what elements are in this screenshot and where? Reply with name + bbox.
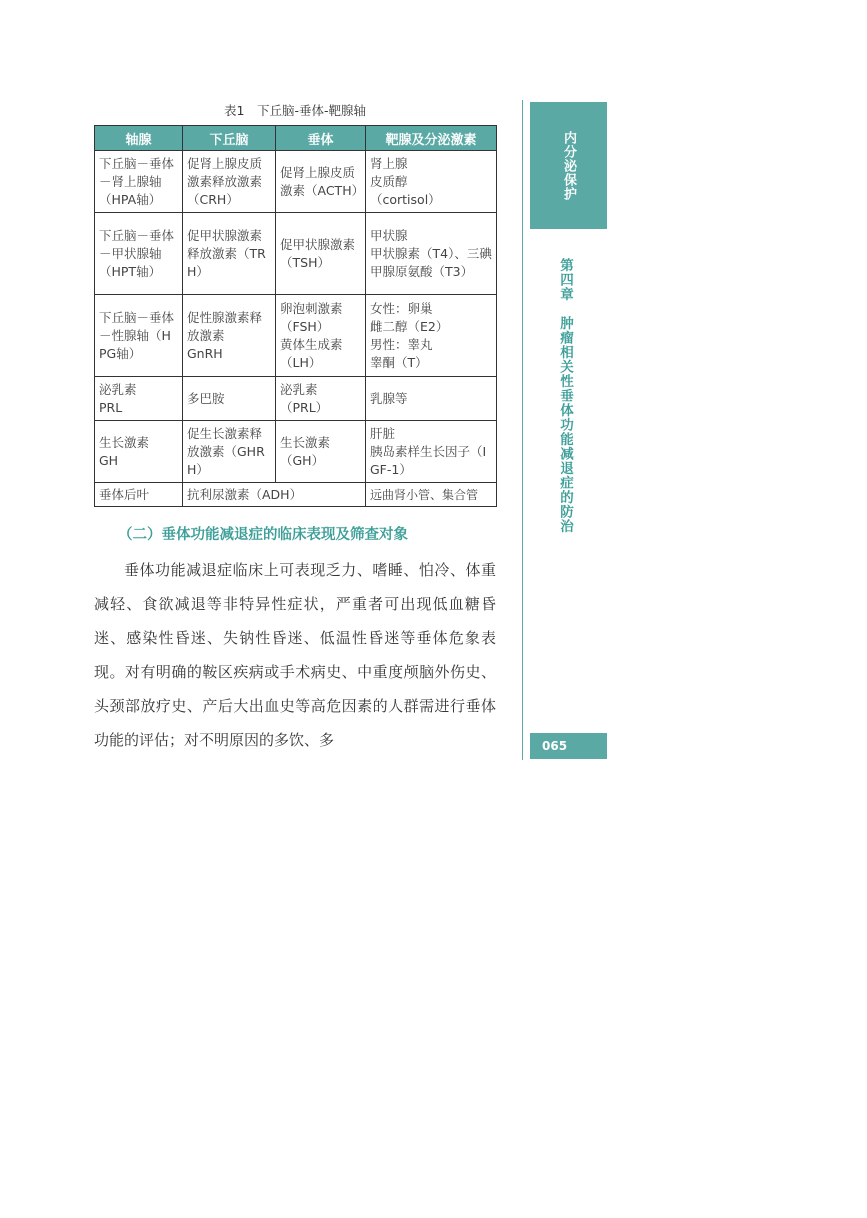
table-cell: 垂体后叶 (95, 483, 183, 507)
table-cell: 泌乳素 PRL (95, 377, 183, 421)
table-cell: 乳腺等 (366, 377, 497, 421)
header-cell: 下丘脑 (183, 126, 276, 151)
section-heading: （二）垂体功能减退症的临床表现及筛查对象 (118, 527, 408, 543)
table-cell: 肝脏 胰岛素样生长因子（IGF-1） (366, 421, 497, 483)
header-cell: 靶腺及分泌激素 (366, 126, 497, 151)
table-row (95, 377, 497, 421)
body-text (94, 553, 496, 757)
table-cell: 促肾上腺皮质激素释放激素（CRH） (183, 151, 276, 213)
table-cell: 促甲状腺激素（TSH） (276, 213, 366, 295)
table-cell: 卵泡刺激素（FSH） 黄体生成素（LH） (276, 295, 366, 377)
sidebar-divider (522, 100, 523, 760)
table-row (95, 213, 497, 295)
table-cell: 远曲肾小管、集合管 (366, 483, 497, 507)
page-number: 065 (530, 733, 607, 759)
table-cell: 多巴胺 (183, 377, 276, 421)
table-row (95, 421, 497, 483)
table-row (95, 483, 497, 507)
table-cell: 泌乳素 （PRL） (276, 377, 366, 421)
table-caption: 表1 下丘脑-垂体-靶腺轴 (224, 103, 366, 118)
table-cell: 肾上腺 皮质醇 （cortisol） (366, 151, 497, 213)
table-cell: 下丘脑－垂体－性腺轴（HPG轴） (95, 295, 183, 377)
paragraph: 垂体功能减退症临床上可表现乏力、嗜睡、怕冷、体重减轻、食欲减退等非特异性症状，严重者可出现低血糖昏迷、感染性昏迷、失钠性昏迷、低温性昏迷等垂体危象表现。对有明确的鞍区疾病或手术病史、中重度颅脑外伤史、头颈部放疗史、产后大出血史等高危因素的人群需进行垂体功能的评估；对不明原因的多饮、多 (94, 561, 496, 749)
table-cell: 生长激素 （GH） (276, 421, 366, 483)
chapter-title: 第四章 肿瘤相关性垂体功能减退症的防治 (557, 258, 573, 534)
table-cell: 女性：卵巢 雌二醇（E2） 男性：睾丸 睾酮（T） (366, 295, 497, 377)
table-header-row (95, 126, 497, 151)
header-cell: 垂体 (276, 126, 366, 151)
table-cell: 下丘脑－垂体－肾上腺轴（HPA轴） (95, 151, 183, 213)
table-row (95, 295, 497, 377)
book-title-tab (530, 102, 607, 229)
table-cell: 下丘脑－垂体－甲状腺轴（HPT轴） (95, 213, 183, 295)
table-cell: 促肾上腺皮质激素（ACTH） (276, 151, 366, 213)
book-title: 内分泌保护 (561, 130, 576, 201)
header-cell: 轴腺 (95, 126, 183, 151)
table-cell: 促性腺激素释放激素 GnRH (183, 295, 276, 377)
table-cell: 抗利尿激素（ADH） (183, 483, 366, 507)
table-cell: 促生长激素释放激素（GHRH） (183, 421, 276, 483)
table-row (95, 151, 497, 213)
table-cell: 生长激素 GH (95, 421, 183, 483)
table-cell: 促甲状腺激素释放激素（TRH） (183, 213, 276, 295)
table-cell: 甲状腺 甲状腺素（T4）、三碘甲腺原氨酸（T3） (366, 213, 497, 295)
hormone-axis-table (94, 125, 497, 507)
